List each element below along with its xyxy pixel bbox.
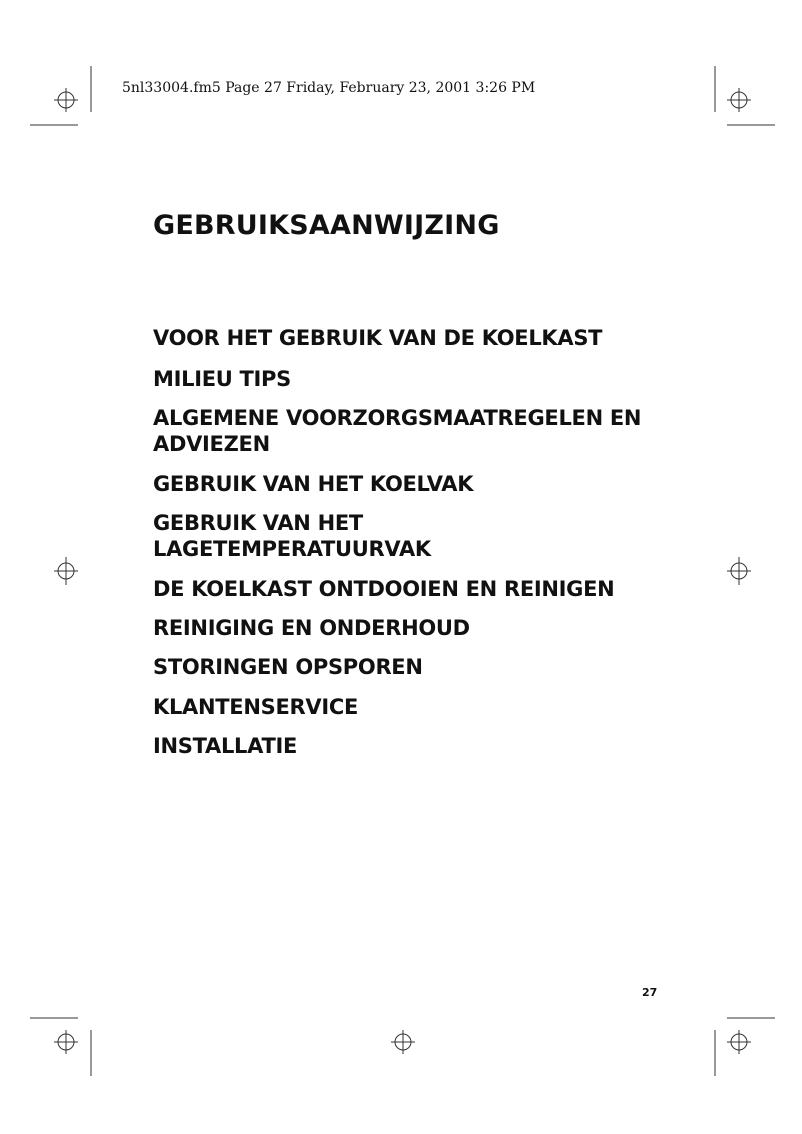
toc-item	[153, 733, 673, 759]
toc-item	[153, 405, 673, 457]
toc-item-label: LAGETEMPERATUURVAK	[153, 537, 431, 561]
toc-item-label: STORINGEN OPSPOREN	[153, 655, 423, 679]
toc-item-label: INSTALLATIE	[153, 734, 298, 758]
toc-item-label: KLANTENSERVICE	[153, 695, 358, 719]
toc-item	[153, 615, 673, 641]
page-title: GEBRUIKSAANWIJZING	[153, 210, 500, 241]
registration-mark-icon	[727, 1030, 751, 1054]
page-number: 27	[642, 986, 658, 999]
registration-mark-icon	[727, 88, 751, 112]
registration-mark-icon	[391, 1030, 415, 1054]
print-file-info: 5nl33004.fm5 Page 27 Friday, February 23, 2001 3:26 PM	[122, 80, 536, 96]
registration-mark-icon	[54, 557, 78, 585]
toc-item-label: VOOR HET GEBRUIK VAN DE KOELKAST	[153, 326, 603, 350]
registration-mark-icon	[54, 88, 78, 112]
toc-item	[153, 471, 673, 497]
toc-item-label: ALGEMENE VOORZORGSMAATREGELEN EN	[153, 406, 642, 430]
toc-item	[153, 654, 673, 680]
toc-item-label: ADVIEZEN	[153, 432, 270, 456]
registration-mark-icon	[54, 1030, 78, 1054]
toc-item	[153, 576, 673, 602]
toc-item-label: DE KOELKAST ONTDOOIEN EN REINIGEN	[153, 577, 615, 601]
toc-item	[153, 510, 673, 562]
toc-item-label: REINIGING EN ONDERHOUD	[153, 616, 470, 640]
toc-item	[153, 325, 673, 351]
toc-item-label: MILIEU TIPS	[153, 367, 291, 391]
toc-item	[153, 366, 673, 392]
toc-item	[153, 694, 673, 720]
toc-item-label: GEBRUIK VAN HET	[153, 511, 363, 535]
toc-item-label: GEBRUIK VAN HET KOELVAK	[153, 472, 474, 496]
registration-mark-icon	[727, 557, 751, 585]
